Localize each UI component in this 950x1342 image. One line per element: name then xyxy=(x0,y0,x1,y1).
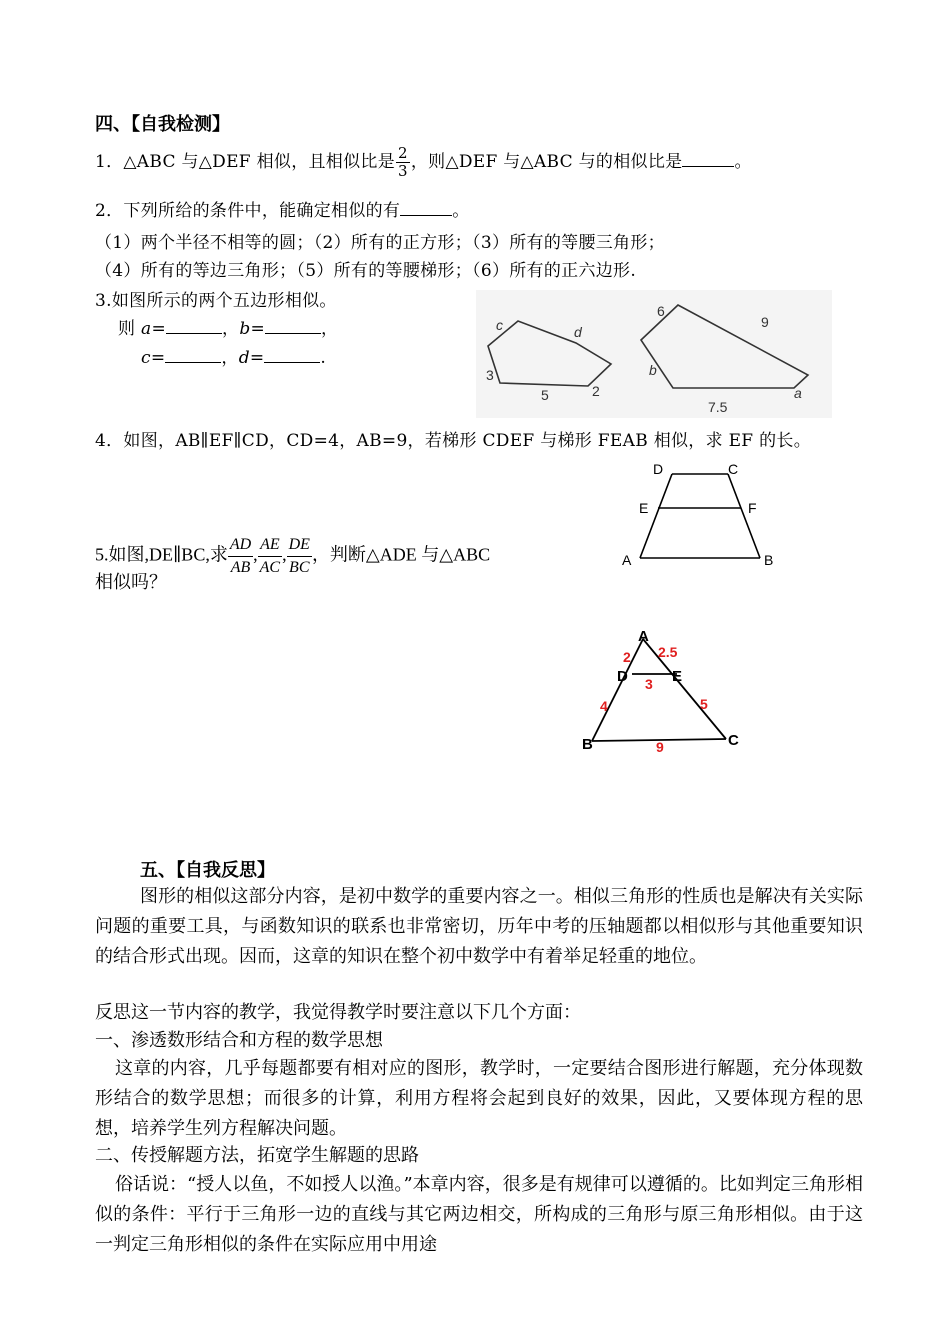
triangle-side-ac xyxy=(643,639,726,739)
q3-var-b: b xyxy=(239,319,251,339)
q3-var-d: d xyxy=(238,348,250,368)
trap-label-B: B xyxy=(764,552,774,568)
q3-var-a: a xyxy=(141,319,152,339)
q5-frac-de-bc xyxy=(287,534,312,579)
small-label-d: d xyxy=(574,324,582,340)
large-label-9: 9 xyxy=(761,314,769,330)
large-label-7-5: 7.5 xyxy=(708,399,728,415)
trap-label-F: F xyxy=(748,500,757,516)
q3-answer-line2 xyxy=(141,343,326,368)
q3-eq-d: = xyxy=(249,348,265,368)
q5-frac-ad-ab xyxy=(228,534,253,579)
q2-end: 。 xyxy=(452,201,470,221)
tri-length-ec: 5 xyxy=(700,696,708,712)
trap-label-E: E xyxy=(639,500,649,516)
question-2 xyxy=(95,196,470,221)
q3-eq-c: = xyxy=(150,348,166,368)
question-5: 5.如图,DE∥BC,求 $\frac{AD}{AB}$ , $\frac{AE}{AC}$ , $\frac{DE}{BC}$ ，判断△ADE 与△ABC xyxy=(95,534,490,579)
section4-heading: 四、【自我检测】 xyxy=(95,114,230,135)
tri-label-D: D xyxy=(617,668,628,685)
trap-label-C: C xyxy=(728,461,739,477)
trap-label-D: D xyxy=(653,461,664,477)
q3-eq-a: = xyxy=(151,319,166,339)
reflection-heading-1: 一、渗透数形结合和方程的数学思想 xyxy=(95,1030,383,1051)
tri-label-B: B xyxy=(582,736,593,753)
small-label-c: c xyxy=(496,317,503,333)
tri-length-ae: 2.5 xyxy=(658,644,678,660)
large-label-a: a xyxy=(794,385,802,401)
tri-length-db: 4 xyxy=(600,698,608,714)
small-label-5: 5 xyxy=(541,387,549,403)
q3-comma-a: ， xyxy=(222,319,240,339)
large-label-b: b xyxy=(649,362,657,378)
triangle-side-ab xyxy=(592,639,643,741)
small-label-3: 3 xyxy=(486,367,494,383)
tri-label-C: C xyxy=(728,732,739,749)
q2-options-line1: （1）两个半径不相等的圆；（2）所有的正方形；（3）所有的等腰三角形； xyxy=(95,233,665,253)
q2-text: 2．下列所给的条件中，能确定相似的有 xyxy=(95,201,401,221)
q5-suffix: ，判断△ADE 与△ABC xyxy=(311,544,491,565)
q1-fraction xyxy=(396,145,410,180)
q3-blank-c[interactable] xyxy=(165,347,221,363)
section5-heading: 五、【自我反思】 xyxy=(140,860,275,881)
q5-frac-ae-ac xyxy=(258,534,282,579)
q3-ze: 则 xyxy=(118,319,142,339)
q3-answer-line1 xyxy=(118,314,338,339)
q5-f3-den: BC xyxy=(289,559,310,576)
q3-var-c: c xyxy=(141,348,151,368)
reflection-paragraph-2: 反思这一节内容的教学，我觉得教学时要注意以下几个方面： xyxy=(95,1002,581,1023)
q3-blank-d[interactable] xyxy=(264,347,320,363)
q3-period: . xyxy=(320,348,327,368)
trapezoid-line-da xyxy=(640,474,672,558)
q1-end: 。 xyxy=(734,152,752,172)
q5-f2-den: AC xyxy=(259,559,281,576)
trap-label-A: A xyxy=(622,552,632,568)
reflection-paragraph-1: 图形的相似这部分内容，是初中数学的重要内容之一。相似三角形的性质也是解决有关实际问题的重要工具，与函数知识的联系也非常密切，历年中考的压轴题都以相似形与其他重要知识的结合形式出现。因而，这章的知识在整个初中数学中有着举足轻重的地位。 xyxy=(95,886,863,967)
q1-frac-den: 3 xyxy=(398,162,408,180)
trapezoid-figure xyxy=(615,456,785,574)
q5-f2-num: AE xyxy=(258,534,282,557)
q1-answer-blank[interactable] xyxy=(682,151,734,167)
q3-comma-c: ， xyxy=(221,348,239,368)
q3-blank-a[interactable] xyxy=(166,318,222,334)
q2-options-line2: （4）所有的等边三角形；（5）所有的等腰梯形；（6）所有的正六边形. xyxy=(95,261,637,281)
question-1 xyxy=(95,140,752,184)
question-4: 4．如图，AB∥EF∥CD，CD=4，AB=9，若梯形 CDEF 与梯形 FEAB 相似，求 EF 的长。 xyxy=(95,431,812,451)
q1-frac-num: 2 xyxy=(398,144,408,162)
q1-prefix: 1．△ABC 与△DEF 相似，且相似比是 xyxy=(95,152,395,172)
reflection-paragraph-3: 这章的内容，几乎每题都要有相对应的图形，教学时，一定要结合图形进行解题，充分体现数形结合的数学思想；而很多的计算，利用方程将会起到良好的效果，因此，又要体现方程的思想，培养学生列方程解决问题。 xyxy=(95,1058,863,1139)
pentagons-bg xyxy=(476,290,832,418)
tri-length-de: 3 xyxy=(645,676,653,692)
q3-blank-b[interactable] xyxy=(265,318,321,334)
tri-label-A: A xyxy=(638,628,649,645)
pentagons-figure xyxy=(476,290,832,418)
q1-suffix: ，则△DEF 与△ABC 与的相似比是 xyxy=(410,152,683,172)
large-label-6: 6 xyxy=(657,303,665,319)
q5-line2: 相似吗？ xyxy=(95,572,167,593)
q3-comma-b: ， xyxy=(321,319,339,339)
tri-length-ad: 2 xyxy=(623,649,631,665)
triangle-figure xyxy=(578,625,748,760)
trapezoid-line-cb xyxy=(728,474,760,558)
tri-label-E: E xyxy=(672,668,683,685)
reflection-paragraph-4: 俗话说：“授人以鱼，不如授人以渔。”本章内容，很多是有规律可以遵循的。比如判定三角形相似的条件：平行于三角形一边的直线与其它两边相交，所构成的三角形与原三角形相似。由于这一判定三角形相似的条件在实际应用中用途 xyxy=(95,1174,863,1255)
q5-f1-num: AD xyxy=(228,534,253,557)
tri-length-bc: 9 xyxy=(656,739,664,755)
reflection-heading-2: 二、传授解题方法，拓宽学生解题的思路 xyxy=(95,1145,419,1166)
q3-eq-b: = xyxy=(250,319,266,339)
q5-prefix: 5.如图,DE∥BC,求 xyxy=(95,544,228,565)
question-3: 3.如图所示的两个五边形相似。 xyxy=(95,291,337,311)
small-label-2: 2 xyxy=(592,383,600,399)
q5-f1-den: AB xyxy=(230,559,251,576)
q5-f3-num: DE xyxy=(287,534,312,557)
q2-answer-blank[interactable] xyxy=(400,200,452,216)
